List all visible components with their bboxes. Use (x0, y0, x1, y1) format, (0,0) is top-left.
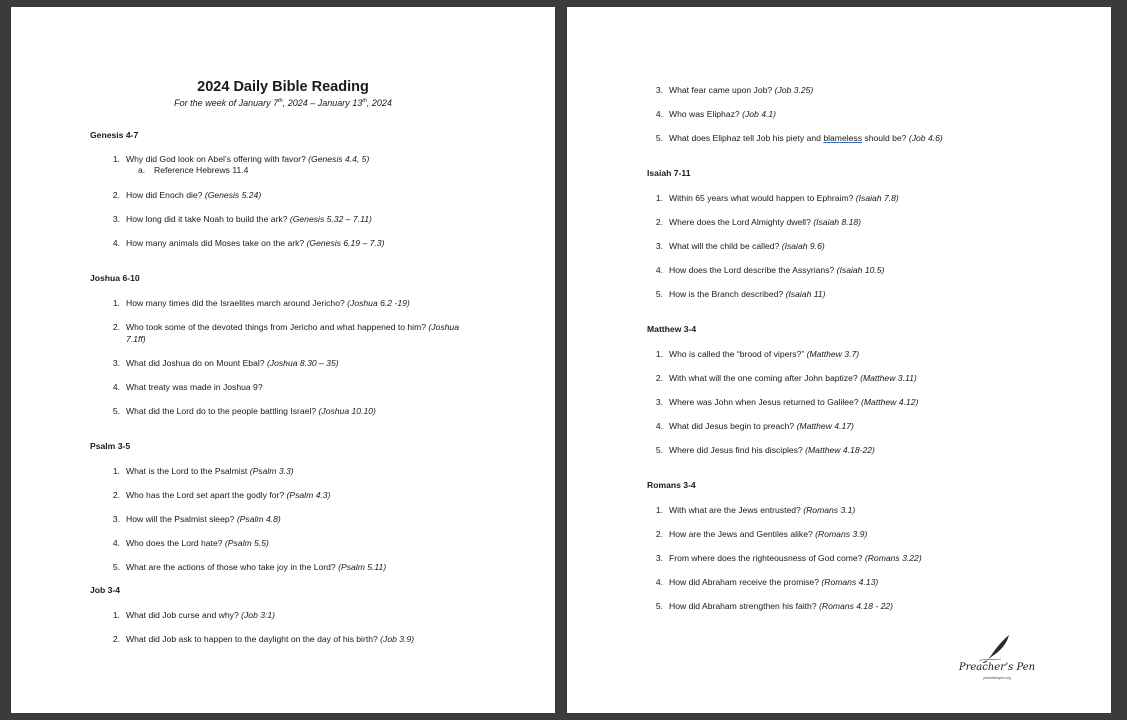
preachers-pen-logo (957, 631, 1037, 687)
section-heading-psalm: Psalm 3-5 (90, 441, 131, 451)
logo-name: Preacher’s Pen (958, 662, 1036, 673)
list-subitem: a. Reference Hebrews 11.4 (138, 165, 249, 175)
document-subtitle: For the week of January 7th, 2024 – January 13th, 2024 (174, 98, 392, 108)
section-heading-matthew: Matthew 3-4 (647, 324, 697, 334)
document-title: 2024 Daily Bible Reading (197, 79, 369, 95)
logo-url: preacherspen.org (983, 676, 1011, 680)
document-page-2: 3. What fear came upon Job? (Job 3.25) 4. Who was Eliphaz? (Job 4.1) 5. What does Eliphaz tell Job his piety and blameless should be? (Job 4.6) Isaiah 7-11 1. Within 65 years what would happen to Ephraim? (Isaiah 7.8) 2. Where does the Lord Almighty dwell? (Isaiah 8.18) 3. What will the child be called? (Isaiah 9.6) 4. How does the Lord describe the Assyrians? (Isaiah 10.5) 5. How is the Branch described? (Isaiah 11) Matthew 3-4 1. Who is called the “brood of vipers?” (Matthew 3.7) 2. With what will the one coming after John baptize? (Matthew 3.11) 3. Where was John when Jesus returned to Galilee? (Matthew 4.12) 4. What did Jesus begin to preach? (Matthew 4.17) 5. Where did Jesus find his disciples? (Matthew 4.18-22) Romans 3-4 1. With what are the Jews entrusted? (Romans 3.1) 2. How are the Jews and Gentiles alike? (Romans 3.9) 3. From where does the righteousness of God come? (Romans 3.22) 4. How did Abraham receive the promise? (Romans 4.13) 5. How did Abraham strengthen his faith? (Romans 4.18 - 22) Preacher’s Pen preacherspen.org (567, 7, 1111, 713)
section-heading-romans: Romans 3-4 (647, 480, 696, 490)
section-heading-isaiah: Isaiah 7-11 (647, 168, 691, 178)
spellcheck-underline-word: blameless (823, 133, 863, 143)
quill-pen-icon (957, 631, 1037, 663)
document-page-1: 2024 Daily Bible Reading For the week of January 7th, 2024 – January 13th, 2024 Genesis 4-7 1. Why did God look on Abel’s offering with favor? (Genesis 4.4, 5) a. Reference Hebrews 11.4 2. How did Enoch die? (Genesis 5.24) 3. How long did it take Noah to build the ark? (Genesis 5.32 – 7.11) 4. How many animals did Moses take on the ark? (Genesis 6.19 – 7.3) Joshua 6-10 1. How many times did the Israelites march around Jericho? (Joshua 6.2 -19) 2. Who took some of the devoted things from Jericho and what happened to him? (Joshua 7.1ff) 3. What did Joshua do on Mount Ebal? (Joshua 8.30 – 35) 4. What treaty was made in Joshua 9? 5. What did the Lord do to the people battling Israel? (Joshua 10.10) Psalm 3-5 1. What is the Lord to the Psalmist (Psalm 3.3) 2. Who has the Lord set apart the godly for? (Psalm 4.3) 3. How will the Psalmist sleep? (Psalm 4.8) 4. Who does the Lord hate? (Psalm 5.5) 5. What are the actions of those who take joy in the Lord? (Psalm 5.11) Job 3-4 1. What did Job curse and why? (Job 3:1) 2. What did Job ask to happen to the daylight on the day of his birth? (Job 3.9) (11, 7, 555, 713)
section-heading-joshua: Joshua 6-10 (90, 273, 140, 283)
section-heading-genesis: Genesis 4-7 (90, 130, 139, 140)
section-heading-job: Job 3-4 (90, 585, 121, 595)
